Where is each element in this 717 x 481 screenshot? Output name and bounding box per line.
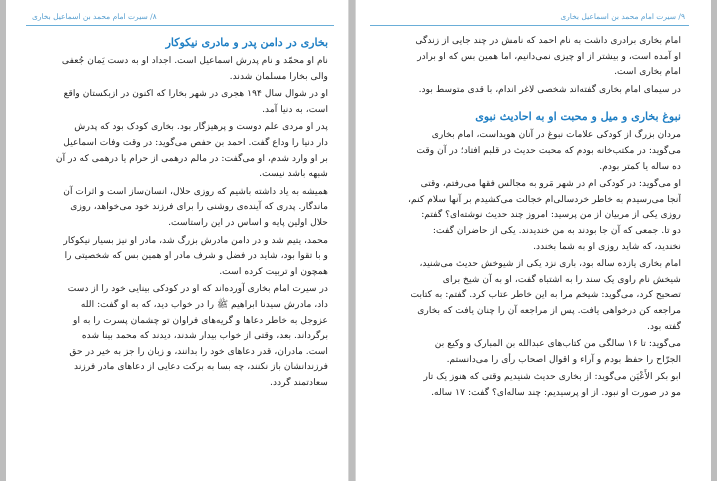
text-line: نام او محمّد و نام پدرش اسماعیل است. اجداد او به دست یَمان جُعفی: [61, 55, 328, 66]
text-line: داد، مادرش سیدنا ابراهیم ﷺ را در خواب دید، که به او گفت: الله: [80, 298, 328, 310]
left-page: [6, 0, 349, 481]
text-line: ابو بکر الأَعْیَن می‌گوید: از بخاری حدیث شنیدیم وقتی که هنوز یک تار: [423, 371, 681, 383]
text-line: گفته بود.: [647, 320, 681, 332]
text-line: محمد، یتیم شد و در دامن مادرش بزرگ شد، مادر او نیز بسیار نیکوکار: [63, 234, 328, 246]
paragraph: [384, 336, 681, 367]
text-line: و با تقوا بود، شاید در فضل و شرف مادر او همین بس که شخصیتی را: [64, 250, 328, 262]
text-line: آنجا می‌رسیدم به خاطر خردسالی‌ام خجالت می‌کشیدم بر آنها سلام کنم،: [408, 193, 681, 205]
text-line: ده ساله یا کمتر بودم.: [599, 160, 681, 172]
text-line: دو تا. جمعی که آن جا بودند به من خندیدند. یکی از حاضران گفت:: [432, 224, 681, 236]
text-line: فرزندانشان باز نکنند، چه بسا به برکت دعایی از دعاهای مادر فرزند: [74, 361, 328, 373]
text-line: نخندید، که شاید روزی او به شما بخندد.: [533, 240, 681, 252]
text-line: در سیرت امام بخاری آورده‌اند که او در کودکی بینایی خود را از دست: [67, 283, 328, 295]
section-heading: بخاری در دامن پدر و مادری نیکوکار: [165, 36, 328, 49]
running-head: ۸/ سیرت امام محمد بن اسماعیل بخاری: [32, 12, 157, 21]
text-line: بر او وارد شدم، او می‌گفت: در مالم درهمی از حرام یا درهمی که در آن: [55, 152, 328, 164]
text-line: مراجعه کن درخواهی یافت. پس از مراجعه آن را چنان یافت که بخاری: [417, 304, 681, 316]
text-line: حلال اولین پایه و اساس در این راستاست.: [168, 216, 328, 228]
running-head: ۹/ سیرت امام محمد بن اسماعیل بخاری: [560, 12, 685, 21]
text-line: دار دنیا را وداع گفت. احمد بن حفص می‌گوید: در وقت وفات اسماعیل: [63, 136, 328, 148]
text-line: برگرداند. بعد، وقتی از خواب بیدار شدند، دیدند که محمد بینا شده: [81, 330, 328, 342]
text-line: مردان بزرگ از کودکی علامات نبوغ در آنان هویداست، امام بخاری: [431, 129, 681, 141]
text-line: والی بخارا مسلمان شدند.: [229, 70, 328, 82]
text-line: می‌گوید: تا ۱۶ سالگی من کتاب‌های عبدالله بن المبارک و وکیع بن: [434, 338, 681, 350]
text-line: روزی یکی از مربیان از من پرسید: امروز چند حدیث نوشته‌ای؟ گفتم:: [421, 209, 681, 221]
text-line: امام بخاری برادری داشت به نام احمد که نامش در چند جایی از زندگی: [415, 35, 681, 46]
text-line: است. مادران، قدر دعاهای خود را بدانند، و زبان را جز به خیر در حق: [69, 345, 328, 357]
right-page: [355, 0, 711, 481]
text-line: پدر او مردی علم دوست و پرهیزگار بود. بخاری کودک بود که پدرش: [74, 121, 328, 133]
paragraph: [32, 119, 328, 181]
text-line: ماندگار. پدری که آینده‌ی روشنی را برای فرزند خود می‌خواهد، روزی: [70, 201, 328, 213]
paragraph: [32, 281, 328, 390]
paragraph: [384, 82, 681, 98]
text-line: عزوجل به خاطر دعاها و گریه‌های فراوان تو چشمان پسرت را به او: [73, 314, 328, 326]
paragraph: [384, 369, 681, 400]
text-line: الجرّاح را حفظ بودم و آراء و اقوال اصحاب رأی را می‌دانستم.: [446, 353, 681, 365]
text-line: در سیمای امام بخاری گفته‌اند شخصی لاغر اندام، با قدی متوسط بود.: [418, 83, 681, 95]
paragraph: [384, 176, 681, 254]
header-rule: [26, 25, 334, 26]
paragraph: [32, 86, 328, 117]
paragraph: [384, 33, 681, 80]
text-line: امام بخاری یازده ساله بود، باری نزد یکی از شیوخش حدیث می‌شنید،: [419, 258, 681, 270]
paragraph: [32, 53, 328, 84]
text-line: او می‌گوید: در کودکی ام در شهر مَرو به مجالس فقها می‌رفتم، وقتی: [420, 178, 681, 190]
text-line: سعادتمند گردد.: [270, 376, 328, 388]
paragraph: [32, 233, 328, 280]
text-line: تصحیح کرد، می‌گوید: شیخم مرا به این خاطر عتاب کرد. گفتم: به کتابت: [410, 289, 681, 301]
section-heading: نبوغ بخاری و میل و محبت او به احادیث نبوی: [475, 110, 681, 124]
text-line: می‌گوید: در مکتب‌خانه بودم که محبت حدیث در قلبم افتاد؛ در آن وقت: [416, 144, 681, 156]
paragraph: [384, 256, 681, 334]
header-rule: [370, 25, 689, 26]
text-line: امام بخاری است.: [614, 66, 681, 78]
text-line: شبهه باشد نیست.: [259, 168, 328, 180]
text-line: است، به دنیا آمد.: [262, 103, 328, 115]
paragraph: [32, 184, 328, 231]
text-line: او در شوال سال ۱۹۴ هجری در شهر بخارا که اکنون در ازبکستان واقع: [63, 88, 328, 100]
text-line: همیشه به یاد داشته باشیم که روزی حلال، انسان‌ساز است و اثرات آن: [63, 185, 328, 197]
text-line: مو در صورت او نبود. از او پرسیدیم: چند ساله‌ای؟ گفت: ۱۷ ساله.: [431, 386, 681, 398]
text-line: همچون او تربیت کرده است.: [219, 265, 328, 277]
paragraph: [384, 127, 681, 174]
text-line: شیخش نام راوی یک سند را به اشتباه گفت، او به آن شیخ برای: [442, 273, 681, 285]
page-body: [32, 33, 328, 392]
page-body: [384, 33, 681, 402]
text-line: او آمده است، و بیشتر از او چیزی نمی‌دانیم، اما همین بس که او برادر: [417, 50, 681, 62]
